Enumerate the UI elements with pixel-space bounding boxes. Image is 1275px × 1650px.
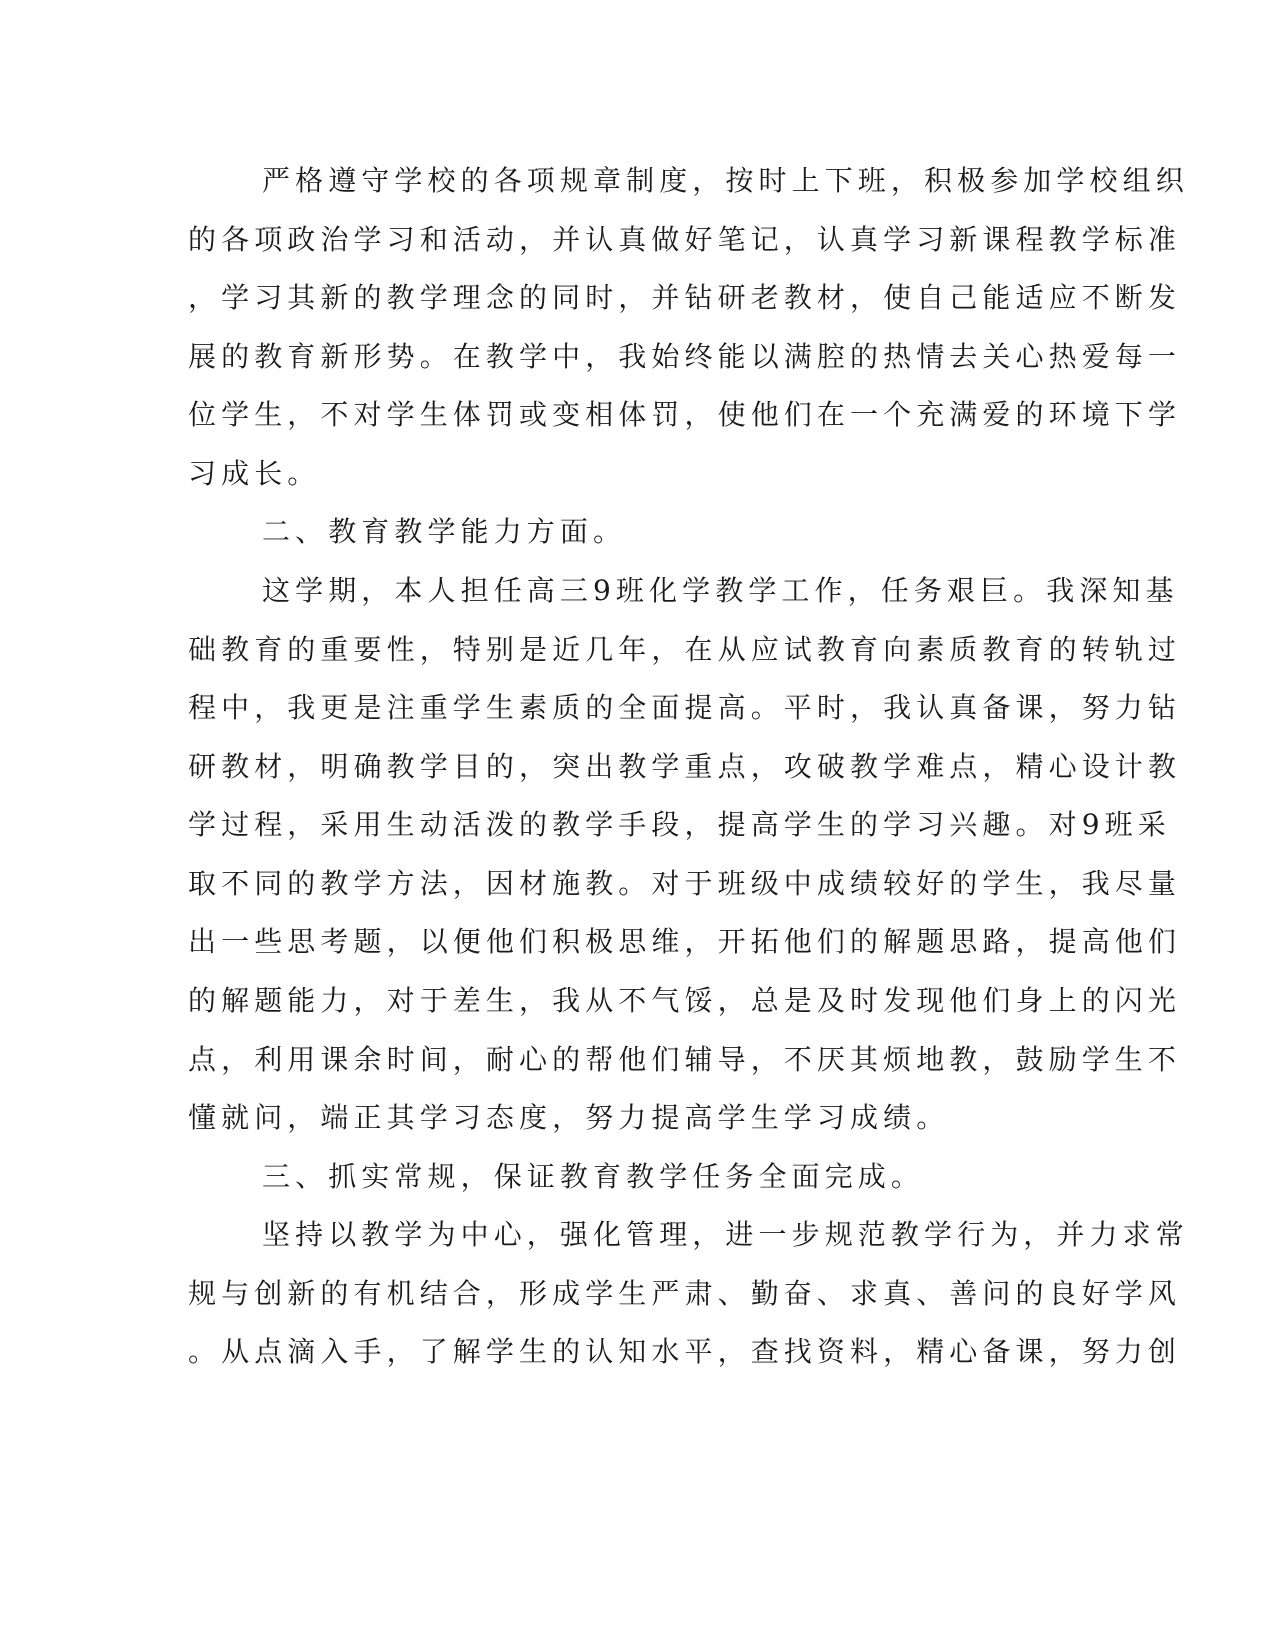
paragraph-line: 。从点滴入手，了解学生的认知水平，查找资料，精心备课，努力创 [188,1335,1182,1368]
paragraph-line: 研教材，明确教学目的，突出教学重点，攻破教学难点，精心设计教 [188,750,1182,783]
section-heading: 二、教育教学能力方面。 [262,515,627,548]
paragraph-line: 规与创新的有机结合，形成学生严肃、勤奋、求真、善问的良好学风 [188,1277,1182,1310]
paragraph-line: ，学习其新的教学理念的同时，并钻研老教材，使自己能适应不断发 [188,281,1182,314]
paragraph-line: 坚持以教学为中心，强化管理，进一步规范教学行为，并力求常 [262,1218,1189,1251]
paragraph-line: 取不同的教学方法，因材施教。对于班级中成绩较好的学生，我尽量 [188,867,1182,900]
paragraph-line: 程中，我更是注重学生素质的全面提高。平时，我认真备课，努力钻 [188,691,1182,724]
paragraph-line: 展的教育新形势。在教学中，我始终能以满腔的热情去关心热爱每一 [188,340,1182,373]
paragraph-line: 严格遵守学校的各项规章制度，按时上下班，积极参加学校组织 [262,164,1189,197]
paragraph-line: 学过程，采用生动活泼的教学手段，提高学生的学习兴趣。对9班采 [188,808,1171,841]
paragraph-line: 础教育的重要性，特别是近几年，在从应试教育向素质教育的转轨过 [188,633,1182,666]
section-heading: 三、抓实常规，保证教育教学任务全面完成。 [262,1160,925,1193]
paragraph-line: 点，利用课余时间，耐心的帮他们辅导，不厌其烦地教，鼓励学生不 [188,1043,1182,1076]
paragraph-line: 的各项政治学习和活动，并认真做好笔记，认真学习新课程教学标准 [188,223,1182,256]
paragraph-line: 习成长。 [188,457,321,490]
paragraph-line: 懂就问，端正其学习态度，努力提高学生学习成绩。 [188,1101,950,1134]
paragraph-line: 这学期，本人担任高三9班化学教学工作，任务艰巨。我深知基 [262,574,1179,607]
paragraph-line: 出一些思考题，以便他们积极思维，开拓他们的解题思路，提高他们 [188,925,1182,958]
paragraph-line: 位学生，不对学生体罚或变相体罚，使他们在一个充满爱的环境下学 [188,398,1182,431]
paragraph-line: 的解题能力，对于差生，我从不气馁，总是及时发现他们身上的闪光 [188,984,1182,1017]
